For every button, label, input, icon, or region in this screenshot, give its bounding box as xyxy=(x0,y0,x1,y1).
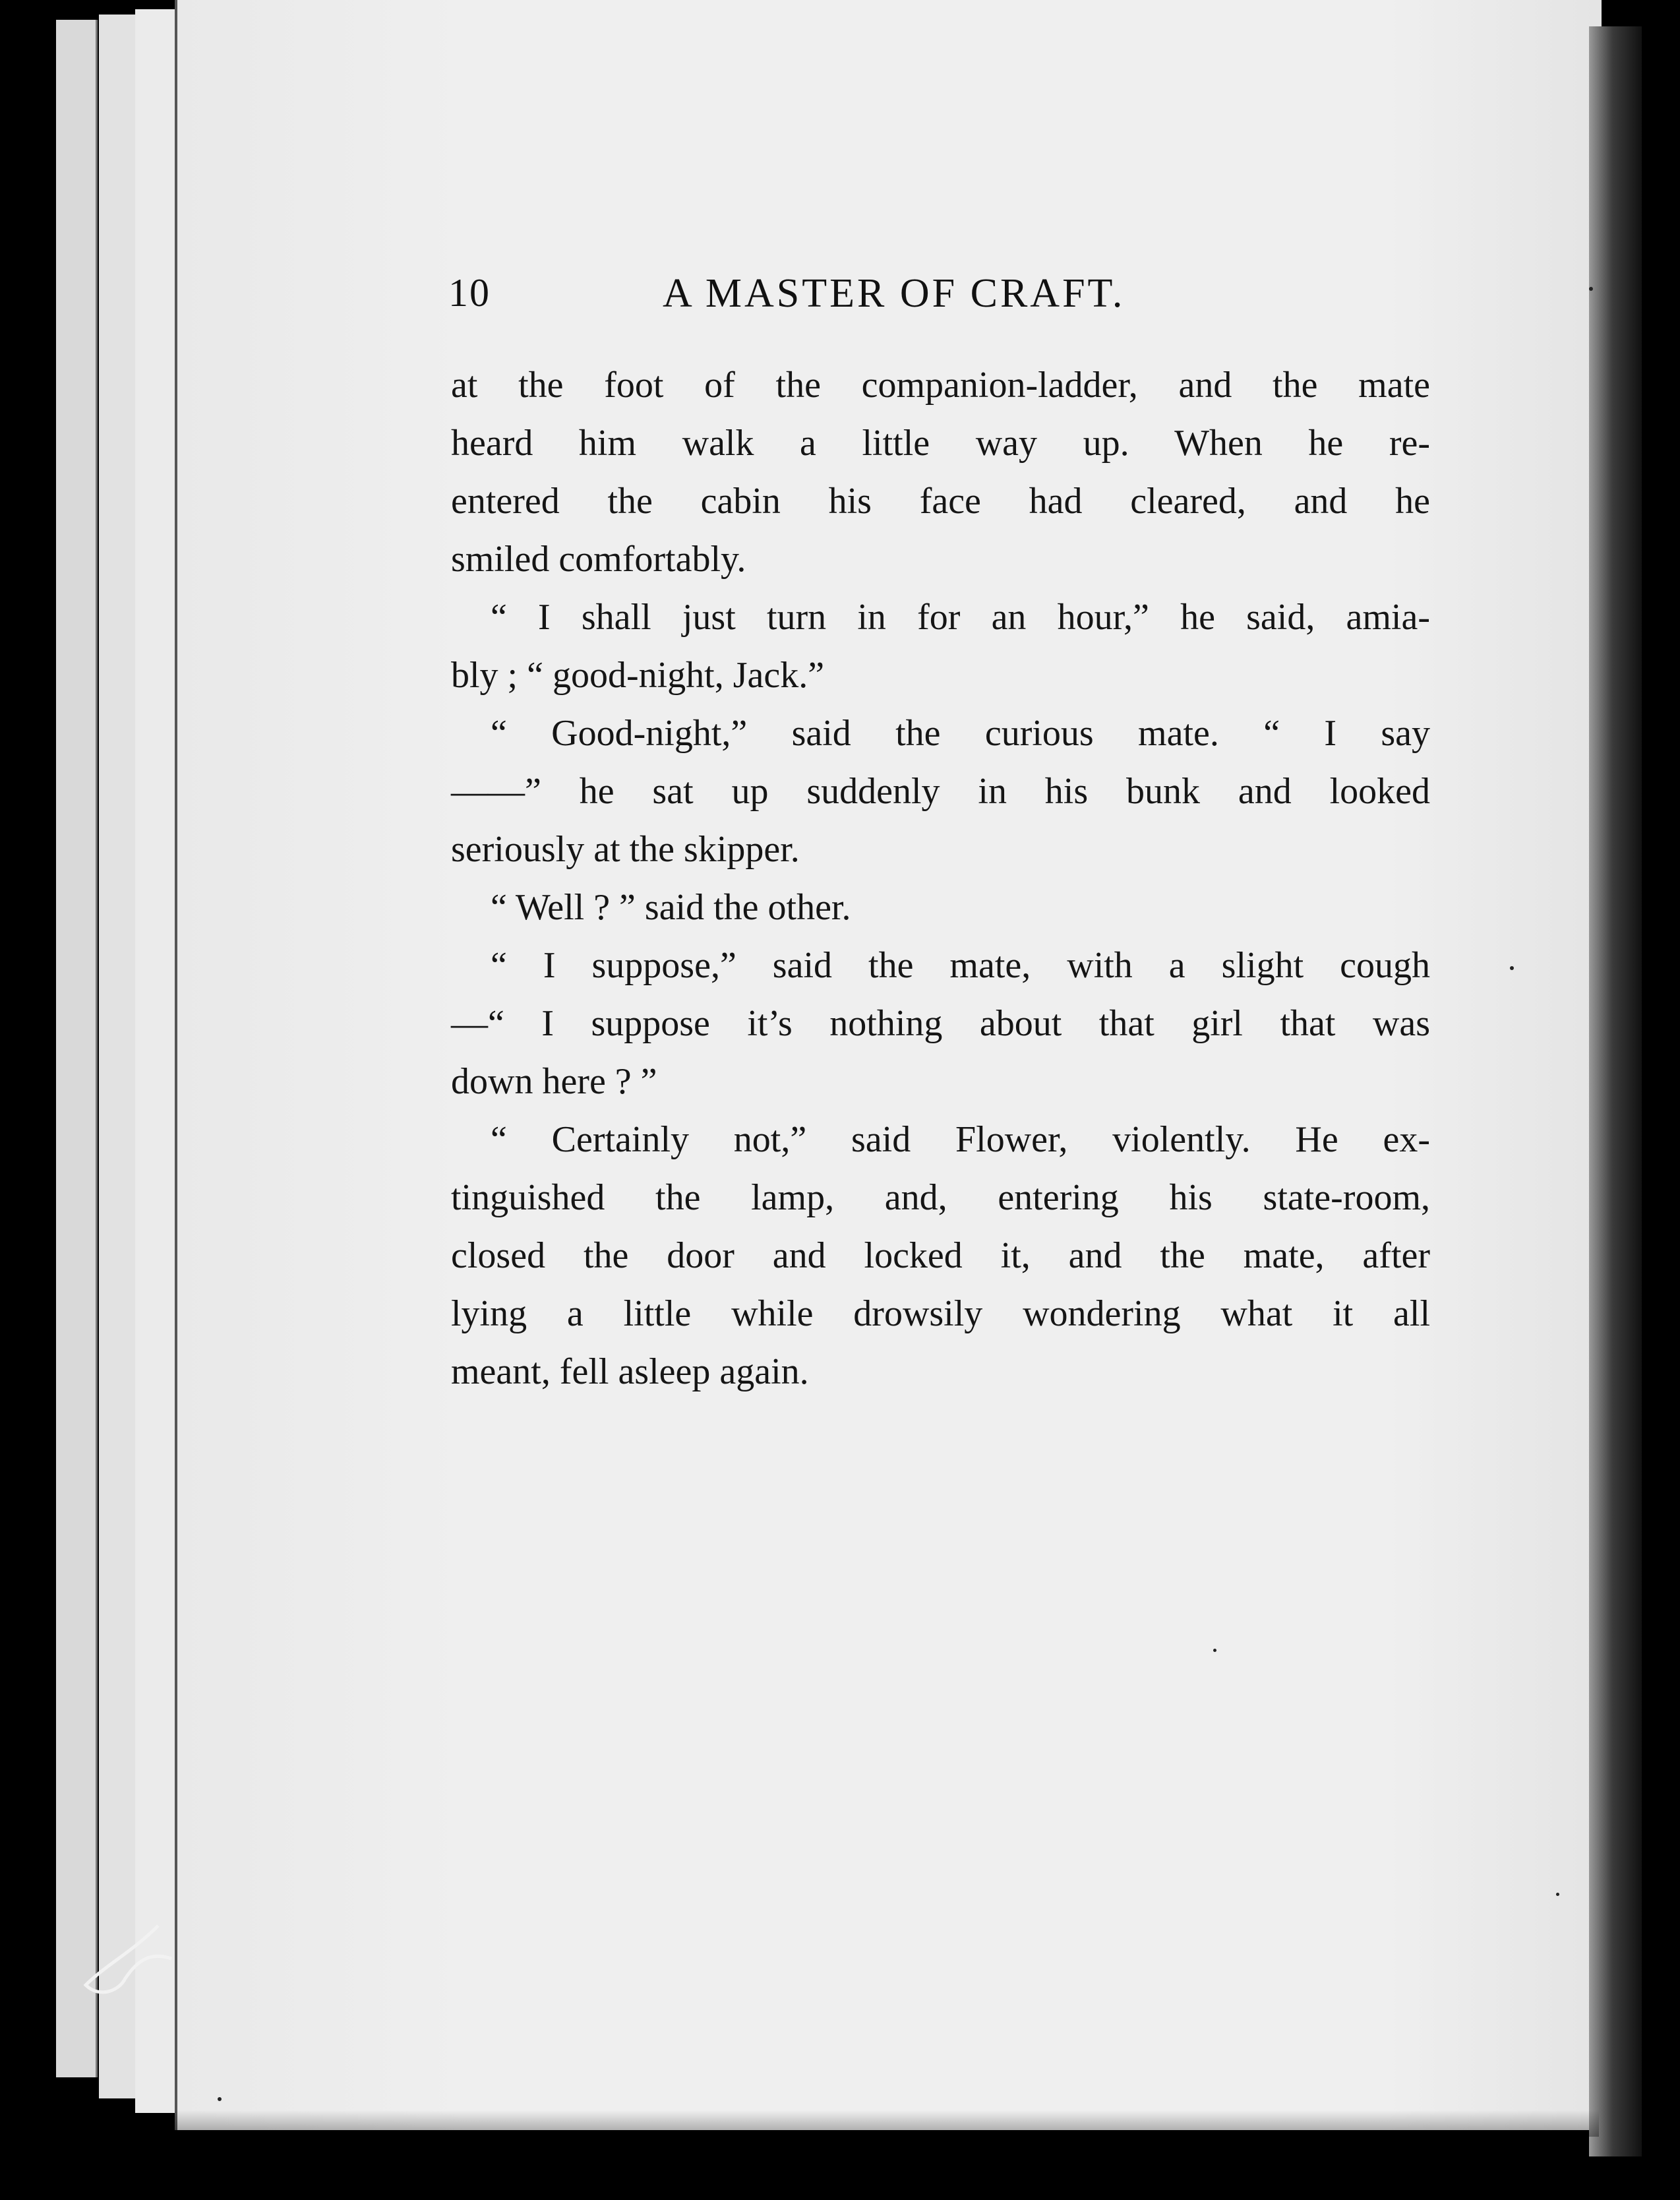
scan-speck xyxy=(1556,1893,1559,1896)
text-line: entered the cabin his face had cleared, and he xyxy=(451,481,1430,522)
scan-speck xyxy=(1589,287,1593,291)
text-line: smiled comfortably. xyxy=(451,539,746,580)
text-line: “ Certainly not,” said Flower, violently. He ex- xyxy=(491,1119,1430,1160)
scan-speck xyxy=(218,2097,222,2101)
text-line: “ Good-night,” said the curious mate. “ I say xyxy=(491,713,1430,754)
text-line: —“ I suppose it’s nothing about that girl that was xyxy=(451,1003,1430,1044)
text-line: at the foot of the companion-ladder, and the mate xyxy=(451,365,1430,406)
text-line: heard him walk a little way up. When he re- xyxy=(451,423,1430,464)
page-edge xyxy=(99,15,140,2098)
running-header xyxy=(448,270,1424,330)
text-line: “ I suppose,” said the mate, with a slight cough xyxy=(491,945,1430,986)
text-line: meant, fell asleep again. xyxy=(451,1351,809,1392)
page-bottom-shadow xyxy=(175,2110,1599,2137)
text-line: seriously at the skipper. xyxy=(451,829,800,870)
binding-shadow xyxy=(1589,26,1642,2156)
text-line: down here ? ” xyxy=(451,1061,657,1102)
text-line: closed the door and locked it, and the mate, after xyxy=(451,1235,1430,1276)
text-line: ——” he sat up suddenly in his bunk and looked xyxy=(451,771,1430,812)
body-text xyxy=(451,356,1430,1401)
text-line: bly ; “ good-night, Jack.” xyxy=(451,655,825,696)
running-title: A MASTER OF CRAFT. xyxy=(663,271,1125,316)
scan-speck xyxy=(1510,966,1514,970)
text-line: tinguished the lamp, and, entering his state-room, xyxy=(451,1177,1430,1218)
page-edge xyxy=(56,20,98,2077)
text-line: “ Well ? ” said the other. xyxy=(491,887,851,928)
scan-speck xyxy=(1213,1649,1216,1652)
pencil-mark-icon xyxy=(79,1912,178,2005)
text-line: lying a little while drowsily wondering what it all xyxy=(451,1293,1430,1334)
page-number: 10 xyxy=(448,271,491,315)
text-line: “ I shall just turn in for an hour,” he said, amia- xyxy=(491,597,1430,638)
